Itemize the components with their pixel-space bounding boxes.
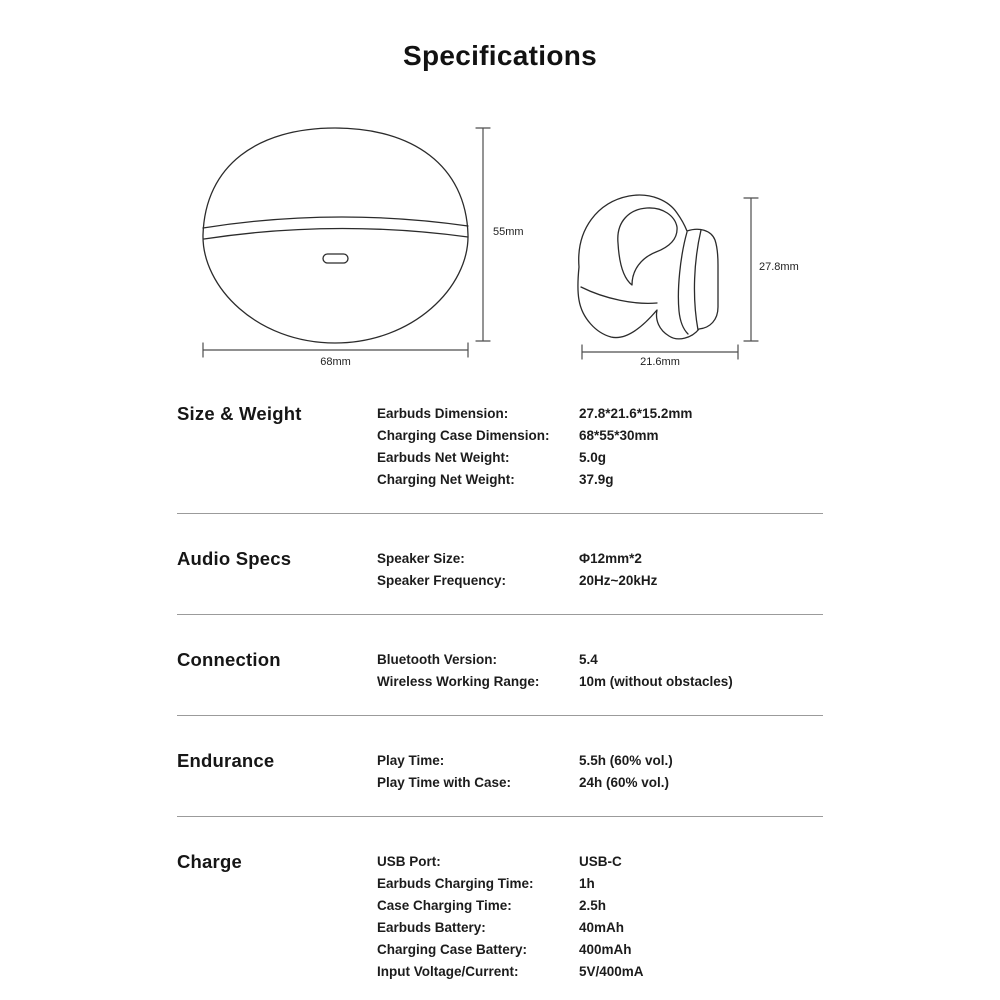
case-height-label: 55mm	[493, 226, 524, 238]
spec-section	[177, 851, 823, 983]
case-indicator-slot	[323, 254, 348, 263]
spec-row	[377, 469, 823, 491]
section-divider	[177, 614, 823, 615]
spec-value: 68*55*30mm	[579, 428, 659, 443]
spec-value: USB-C	[579, 854, 622, 869]
earbud-drawing	[578, 195, 718, 339]
spec-row	[377, 917, 823, 939]
earbud-height-label: 27.8mm	[759, 261, 799, 273]
spec-label: Charging Case Battery:	[377, 942, 528, 957]
spec-table	[177, 403, 823, 983]
earbud-height-dimension-line	[744, 198, 758, 341]
spec-label: Earbuds Dimension:	[377, 406, 509, 421]
spec-row	[377, 403, 823, 425]
spec-row	[377, 961, 823, 983]
spec-row	[377, 772, 823, 794]
spec-section	[177, 750, 823, 794]
spec-label: USB Port:	[377, 854, 441, 869]
spec-row	[377, 548, 823, 570]
spec-row	[377, 895, 823, 917]
spec-label: Play Time:	[377, 753, 445, 768]
spec-rows	[377, 548, 823, 592]
spec-value: 5.5h (60% vol.)	[579, 753, 673, 768]
charging-case-drawing	[203, 128, 468, 343]
spec-value: 5V/400mA	[579, 964, 644, 979]
section-divider	[177, 513, 823, 514]
spec-value: 1h	[579, 876, 595, 891]
case-height-dimension-line	[476, 128, 490, 341]
spec-value: 37.9g	[579, 472, 614, 487]
spec-value: Φ12mm*2	[579, 551, 642, 566]
section-title: Charge	[177, 851, 242, 872]
section-title: Endurance	[177, 750, 275, 771]
product-diagrams	[150, 115, 850, 385]
page-title: Specifications	[402, 40, 598, 71]
section-title: Audio Specs	[177, 548, 292, 569]
spec-value: 10m (without obstacles)	[579, 674, 733, 689]
spec-label: Wireless Working Range:	[377, 674, 540, 689]
case-width-dimension-line	[203, 343, 468, 357]
spec-label: Case Charging Time:	[377, 898, 512, 913]
spec-value: 40mAh	[579, 920, 625, 935]
spec-value: 400mAh	[579, 942, 632, 957]
section-divider	[177, 816, 823, 817]
spec-value: 2.5h	[579, 898, 607, 913]
spec-label: Earbuds Charging Time:	[377, 876, 534, 891]
spec-value: 20Hz~20kHz	[579, 573, 658, 588]
section-title: Connection	[177, 649, 281, 670]
spec-section	[177, 548, 823, 592]
spec-label: Charging Net Weight:	[377, 472, 515, 487]
spec-row	[377, 939, 823, 961]
spec-value: 5.4	[579, 652, 598, 667]
spec-section	[177, 403, 823, 491]
spec-label: Earbuds Net Weight:	[377, 450, 510, 465]
case-width-label: 68mm	[320, 356, 351, 368]
spec-label: Bluetooth Version:	[377, 652, 498, 667]
spec-section	[177, 649, 823, 693]
spec-rows	[377, 649, 823, 693]
spec-rows	[377, 750, 823, 794]
spec-row	[377, 425, 823, 447]
spec-row	[377, 873, 823, 895]
spec-rows	[377, 403, 823, 491]
spec-row	[377, 671, 823, 693]
spec-value: 27.8*21.6*15.2mm	[579, 406, 693, 421]
section-divider	[177, 715, 823, 716]
spec-value: 24h (60% vol.)	[579, 775, 670, 790]
spec-label: Charging Case Dimension:	[377, 428, 550, 443]
spec-label: Earbuds Battery:	[377, 920, 486, 935]
spec-label: Input Voltage/Current:	[377, 964, 519, 979]
spec-row	[377, 649, 823, 671]
spec-row	[377, 851, 823, 873]
spec-row	[377, 570, 823, 592]
earbud-width-label: 21.6mm	[640, 356, 680, 368]
spec-row	[377, 750, 823, 772]
spec-rows	[377, 851, 823, 983]
spec-row	[377, 447, 823, 469]
spec-label: Speaker Frequency:	[377, 573, 507, 588]
spec-label: Speaker Size:	[377, 551, 465, 566]
spec-label: Play Time with Case:	[377, 775, 512, 790]
section-title: Size & Weight	[177, 403, 302, 424]
spec-value: 5.0g	[579, 450, 607, 465]
